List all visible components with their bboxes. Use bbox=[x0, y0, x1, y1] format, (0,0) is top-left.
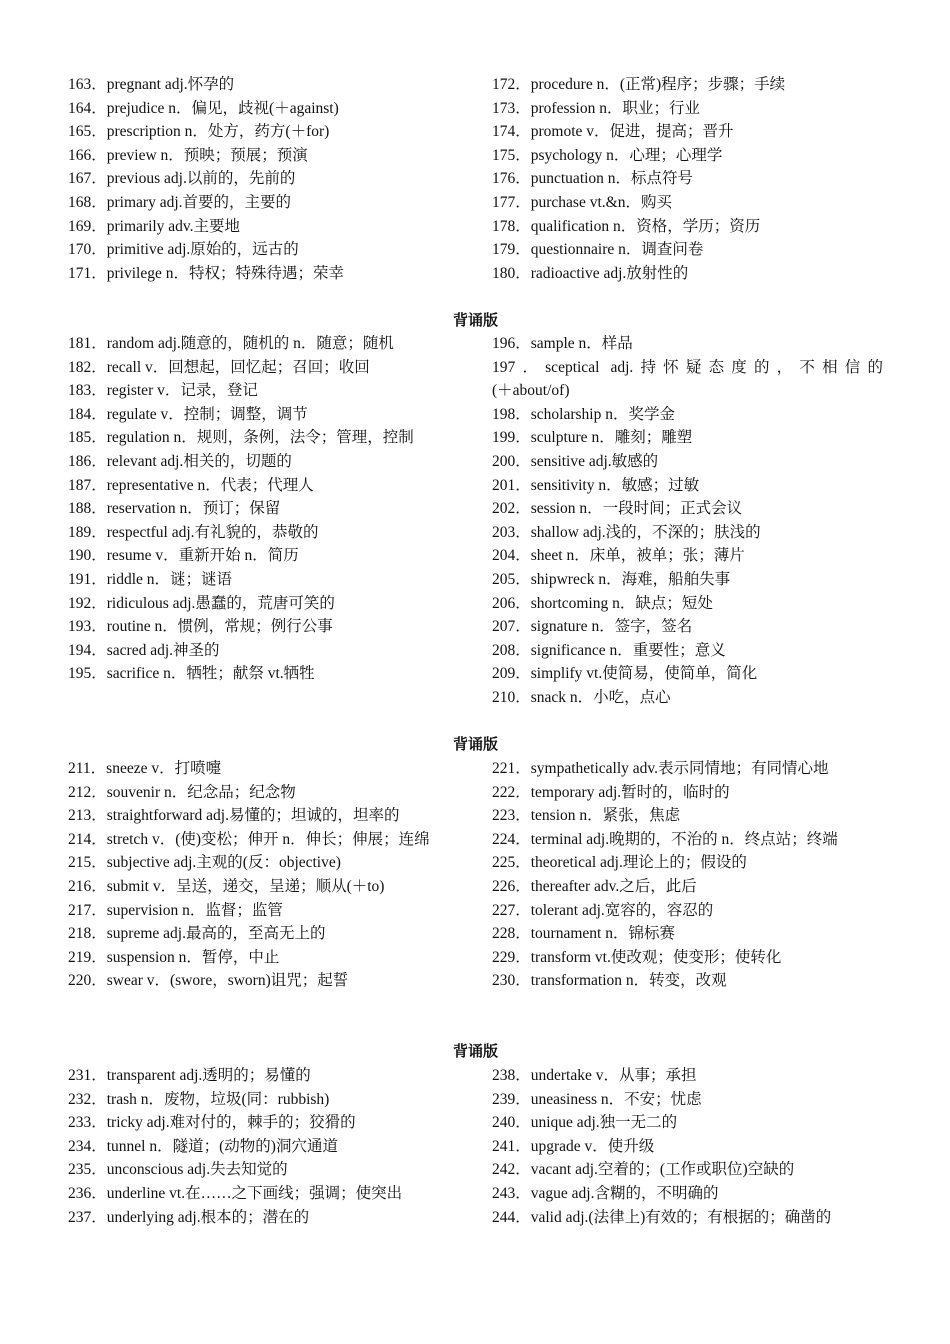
word-entry: 187．representative n．代表；代理人 bbox=[68, 476, 314, 494]
word-entry: 235．unconscious adj.失去知觉的 bbox=[68, 1161, 288, 1179]
word-entry: 205．shipwreck n．海难，船舶失事 bbox=[492, 570, 731, 588]
word-entry: 173．profession n．职业；行业 bbox=[492, 99, 700, 117]
word-entry: 166．preview n．预映；预展；预演 bbox=[68, 146, 308, 164]
word-entry: 171．privilege n．特权；特殊待遇；荣幸 bbox=[68, 264, 344, 282]
right-column bbox=[492, 757, 883, 993]
word-entry: 225．theoretical adj.理论上的；假设的 bbox=[492, 854, 747, 872]
word-entry: 177．purchase vt.&n．购买 bbox=[492, 193, 672, 211]
word-entry: 229．transform vt.使改观；使变形；使转化 bbox=[492, 948, 782, 966]
word-entry: 221．sympathetically adv.表示同情地；有同情心地 bbox=[492, 760, 829, 777]
word-entry: 222．temporary adj.暂时的，临时的 bbox=[492, 783, 730, 801]
word-entry: 196．sample n．样品 bbox=[492, 335, 633, 352]
word-entry: 206．shortcoming n．缺点；短处 bbox=[492, 594, 713, 612]
word-entry: 167．previous adj.以前的，先前的 bbox=[68, 170, 296, 188]
word-entry: 164．prejudice n．偏见，歧视(＋against) bbox=[68, 99, 339, 117]
word-entry: 214．stretch v．(使)变松；伸开 n．伸长；伸展；连绵 bbox=[68, 830, 430, 848]
word-entry: 175．psychology n．心理；心理学 bbox=[492, 146, 723, 164]
right-column bbox=[492, 1064, 883, 1229]
word-entry: 163．pregnant adj.怀孕的 bbox=[68, 76, 235, 93]
word-entry: 215．subjective adj.主观的(反：objective) bbox=[68, 854, 341, 872]
word-entry: 242．vacant adj.空着的；(工作或职位)空缺的 bbox=[492, 1161, 795, 1179]
word-entry: 192．ridiculous adj.愚蠢的，荒唐可笑的 bbox=[68, 594, 335, 612]
word-entry: 226．thereafter adv.之后，此后 bbox=[492, 877, 697, 895]
word-entry: 179．questionnaire n．调查问卷 bbox=[492, 241, 704, 259]
word-entry: 191．riddle n．谜；谜语 bbox=[68, 570, 233, 588]
word-entry: 239．uneasiness n．不安；忧虑 bbox=[492, 1090, 702, 1108]
left-column bbox=[68, 1064, 460, 1229]
right-column bbox=[492, 332, 883, 710]
word-entry: 241．upgrade v．使升级 bbox=[492, 1137, 655, 1155]
left-column bbox=[68, 757, 460, 993]
word-entry: 165．prescription n．处方，药方(＋for) bbox=[68, 123, 330, 141]
word-entry: 195．sacrifice n．牺牲；献祭 vt.牺牲 bbox=[68, 665, 315, 683]
word-entry: 194．sacred adj.神圣的 bbox=[68, 641, 220, 659]
word-entry: 176．punctuation n．标点符号 bbox=[492, 170, 694, 188]
word-entry: 174．promote v．促进，提高；晋升 bbox=[492, 123, 734, 141]
word-entry: 193．routine n．惯例，常规；例行公事 bbox=[68, 618, 333, 636]
word-entry: 228．tournament n．锦标赛 bbox=[492, 925, 675, 943]
word-entry: 200．sensitive adj.敏感的 bbox=[492, 452, 659, 470]
word-entry: 197．sceptical adj.持怀疑态度的，不相信的 bbox=[492, 358, 883, 376]
word-entry: 172．procedure n．(正常)程序；步骤；手续 bbox=[492, 76, 786, 93]
section-heading: 背诵版 bbox=[452, 311, 498, 329]
word-entry: 233．tricky adj.难对付的，棘手的；狡猾的 bbox=[68, 1114, 356, 1132]
word-entry: 232．trash n．废物，垃圾(同：rubbish) bbox=[68, 1090, 330, 1108]
word-entry: 209．simplify vt.使简易，使简单，简化 bbox=[492, 665, 758, 683]
word-entry-continuation: (＋about/of) bbox=[492, 382, 570, 400]
word-entry: 212．souvenir n．纪念品；纪念物 bbox=[68, 783, 296, 801]
word-section-4 bbox=[68, 1064, 883, 1229]
left-column bbox=[68, 73, 460, 285]
word-entry: 220．swear v．(swore，sworn)诅咒；起誓 bbox=[68, 972, 349, 990]
word-entry: 213．straightforward adj.易懂的；坦诚的，坦率的 bbox=[68, 807, 400, 825]
word-entry: 169．primarily adv.主要地 bbox=[68, 217, 241, 235]
word-entry: 181．random adj.随意的，随机的 n．随意；随机 bbox=[68, 335, 394, 352]
word-entry: 204．sheet n．床单，被单；张；薄片 bbox=[492, 547, 745, 565]
left-column bbox=[68, 332, 460, 710]
word-entry: 186．relevant adj.相关的，切题的 bbox=[68, 452, 292, 470]
word-entry: 217．supervision n．监督；监管 bbox=[68, 901, 283, 919]
word-section-2 bbox=[68, 332, 883, 710]
word-section-1 bbox=[68, 73, 883, 285]
word-entry: 224．terminal adj.晚期的，不治的 n．终点站；终端 bbox=[492, 830, 838, 848]
word-entry: 223．tension n．紧张，焦虑 bbox=[492, 807, 681, 825]
word-entry: 189．respectful adj.有礼貌的，恭敬的 bbox=[68, 523, 319, 541]
word-entry: 219．suspension n．暂停，中止 bbox=[68, 948, 280, 966]
word-entry: 202．session n．一段时间；正式会议 bbox=[492, 500, 743, 518]
word-entry: 178．qualification n．资格，学历；资历 bbox=[492, 217, 761, 235]
word-entry: 231．transparent adj.透明的；易懂的 bbox=[68, 1067, 311, 1084]
word-entry: 238．undertake v．从事；承担 bbox=[492, 1067, 697, 1084]
word-entry: 185．regulation n．规则，条例，法令；管理，控制 bbox=[68, 429, 414, 447]
word-entry: 208．significance n．重要性；意义 bbox=[492, 641, 726, 659]
word-entry: 190．resume v．重新开始 n．简历 bbox=[68, 547, 299, 565]
word-entry: 227．tolerant adj.宽容的，容忍的 bbox=[492, 901, 714, 919]
word-entry: 211．sneeze v．打喷嚏 bbox=[68, 760, 222, 777]
word-entry: 199．sculpture n．雕刻；雕塑 bbox=[492, 429, 693, 447]
word-entry: 170．primitive adj.原始的，远古的 bbox=[68, 241, 299, 259]
word-entry: 218．supreme adj.最高的，至高无上的 bbox=[68, 925, 326, 943]
word-section-3 bbox=[68, 757, 883, 993]
word-entry: 236．underline vt.在……之下画线；强调；使突出 bbox=[68, 1184, 403, 1202]
word-entry: 234．tunnel n．隧道；(动物的)洞穴通道 bbox=[68, 1137, 338, 1155]
word-entry: 243．vague adj.含糊的，不明确的 bbox=[492, 1184, 719, 1202]
word-entry: 198．scholarship n．奖学金 bbox=[492, 405, 675, 423]
section-heading: 背诵版 bbox=[452, 1042, 498, 1060]
word-entry: 184．regulate v．控制；调整，调节 bbox=[68, 405, 308, 423]
word-entry: 216．submit v．呈送，递交，呈递；顺从(＋to) bbox=[68, 877, 385, 895]
word-entry: 183．register v．记录，登记 bbox=[68, 382, 258, 400]
word-entry: 168．primary adj.首要的，主要的 bbox=[68, 193, 292, 211]
word-entry: 244．valid adj.(法律上)有效的；有根据的；确凿的 bbox=[492, 1208, 832, 1226]
section-heading: 背诵版 bbox=[452, 735, 498, 753]
word-entry: 230．transformation n．转变，改观 bbox=[492, 972, 727, 990]
word-entry: 180．radioactive adj.放射性的 bbox=[492, 264, 689, 282]
word-entry: 207．signature n．签字，签名 bbox=[492, 618, 693, 636]
word-entry: 188．reservation n．预订；保留 bbox=[68, 500, 281, 518]
right-column bbox=[492, 73, 883, 285]
word-entry: 240．unique adj.独一无二的 bbox=[492, 1114, 678, 1132]
word-entry: 237．underlying adj.根本的；潜在的 bbox=[68, 1208, 310, 1226]
word-entry: 201．sensitivity n．敏感；过敏 bbox=[492, 476, 700, 494]
word-entry: 203．shallow adj.浅的，不深的；肤浅的 bbox=[492, 523, 761, 541]
word-entry: 210．snack n．小吃，点心 bbox=[492, 688, 671, 706]
word-entry: 182．recall v．回想起，回忆起；召回；收回 bbox=[68, 358, 370, 376]
